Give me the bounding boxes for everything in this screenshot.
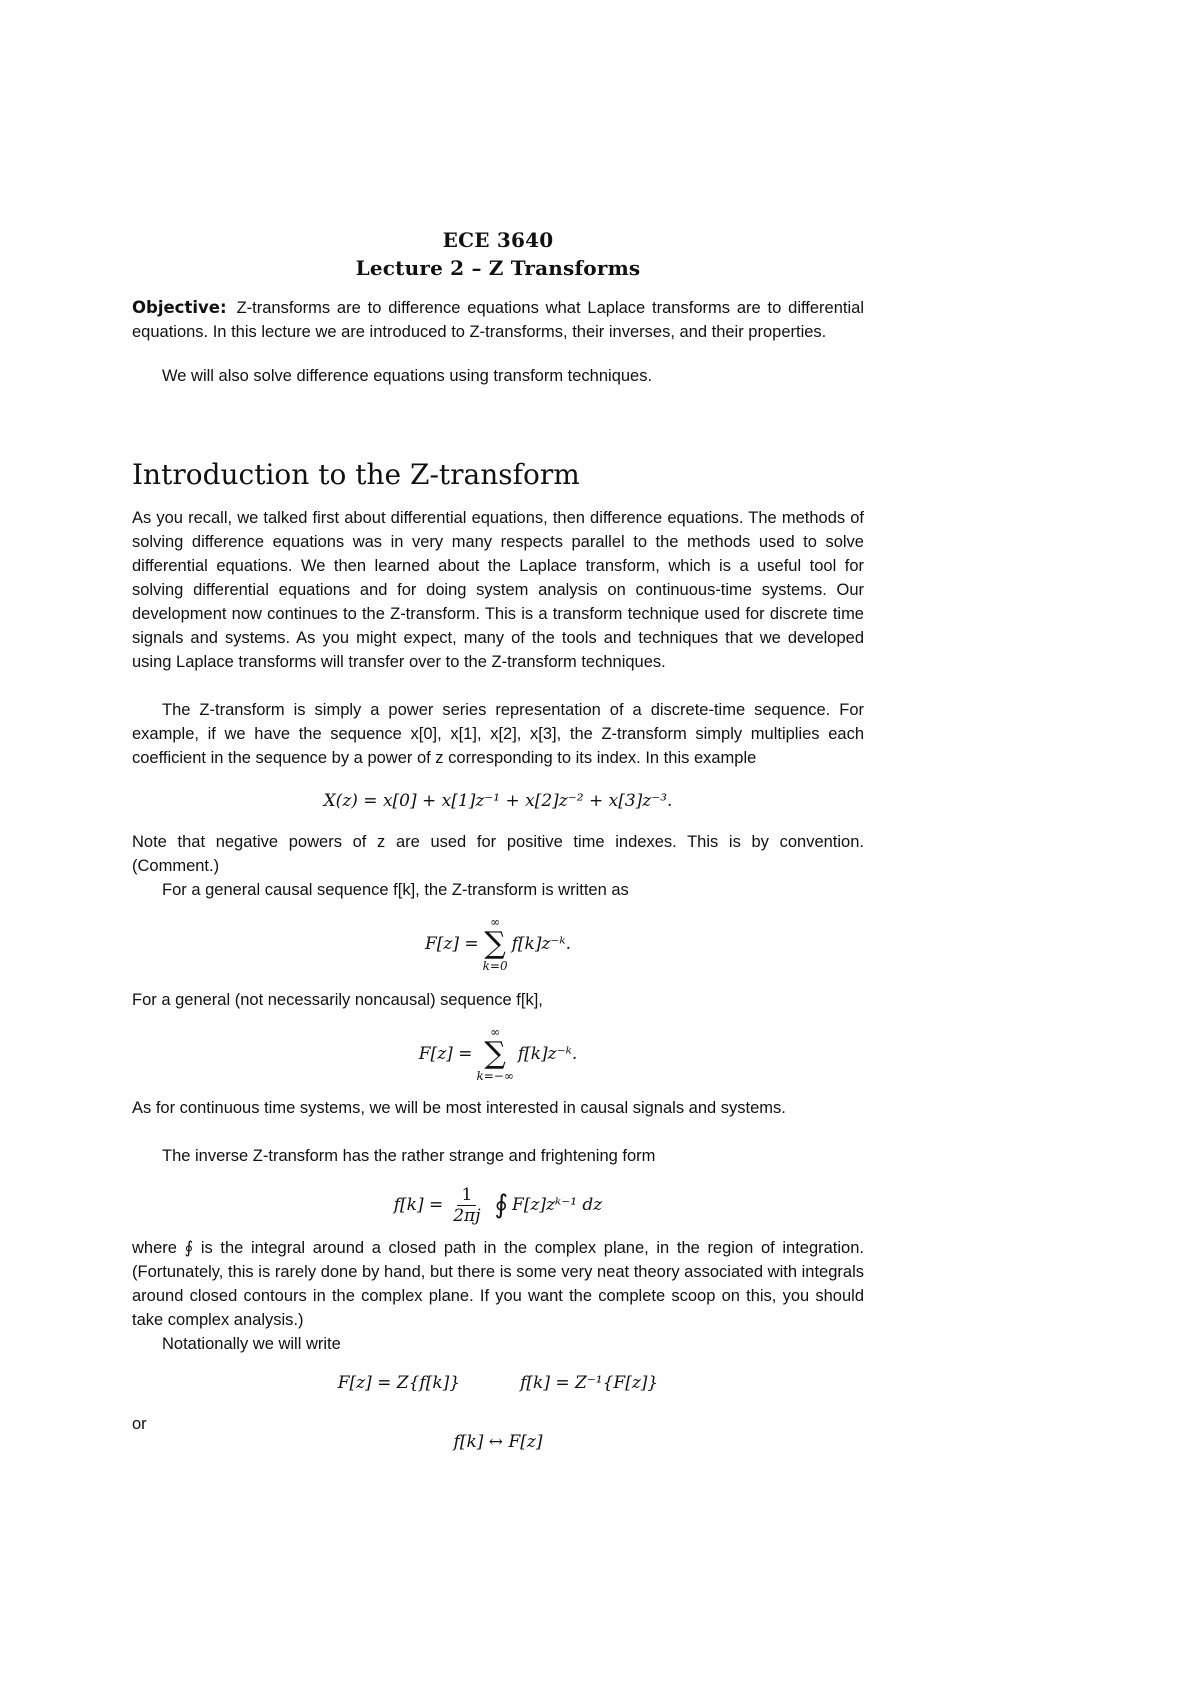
sum-upper-limit: ∞ <box>490 1025 501 1039</box>
objective-paragraph-2: We will also solve difference equations using transform techniques. <box>162 367 653 385</box>
objective-paragraph <box>132 296 864 344</box>
summation-symbol <box>476 1025 513 1083</box>
eq4-rhs: F[z]zᵏ⁻¹ dz <box>512 1195 603 1215</box>
sigma-glyph: ∑ <box>484 926 506 961</box>
intro-paragraph-1: As you recall, we talked first about differential equations, then difference equations. The methods of solving difference equations was in very many respects parallel to the methods used to solve differential equations. We then learned about the Laplace transform, which is a useful tool for solving differential equations and for doing system analysis on continuous-time systems. Our development now continues to the Z-transform. This is a transform technique used for discrete time signals and systems. As you might expect, many of the tools and techniques that we developed using Laplace transforms will transfer over to the Z-transform techniques. <box>132 509 864 671</box>
intro-paragraph-10: or <box>132 1415 147 1433</box>
equation-transform-pair: f[k] ↔ F[z] <box>453 1432 543 1452</box>
contour-integral-symbol: ∮ <box>494 1190 509 1220</box>
sum-lower-limit: k=−∞ <box>476 1069 514 1083</box>
eq2-lhs: F[z] = <box>424 934 479 954</box>
fraction-denominator: 2πj <box>453 1205 481 1226</box>
intro-paragraph-8: where ∮ is the integral around a closed path in the complex plane, in the region of integration. (Fortunately, this is rarely done by hand, but there is some very neat theory associated with integrals around closed contours in the complex plane. If you want the complete scoop on this, you should take complex analysis.) <box>132 1239 864 1329</box>
intro-paragraph-4: For a general causal sequence f[k], the Z-transform is written as <box>162 881 629 899</box>
objective-text: Z-transforms are to difference equations what Laplace transforms are to differential equations. In this lecture we are introduced to Z-transforms, their inverses, and their properties. <box>132 299 864 341</box>
intro-paragraph-6: As for continuous time systems, we will be most interested in causal signals and systems. <box>132 1099 786 1117</box>
sum-lower-limit: k=0 <box>482 959 508 973</box>
intro-paragraph-2: The Z-transform is simply a power series representation of a discrete-time sequence. For example, if we have the sequence x[0], x[1], x[2], x[3], the Z-transform simply multiplies each coefficient in the sequence by a power of z corresponding to its index. In this example <box>132 701 864 767</box>
objective-label: Objective: <box>132 298 227 317</box>
intro-paragraph-7: The inverse Z-transform has the rather strange and frightening form <box>162 1147 656 1165</box>
equation-noncausal-z-transform <box>132 1018 864 1090</box>
equation-inverse-z-transform <box>132 1176 864 1234</box>
fraction-numerator: 1 <box>457 1185 476 1206</box>
lecture-title: Lecture 2 – Z Transforms <box>355 256 641 280</box>
equation-causal-z-transform <box>132 908 864 980</box>
eq3-rhs: f[k]z⁻ᵏ. <box>517 1044 578 1064</box>
equation-z-transform-example: X(z) = x[0] + x[1]z⁻¹ + x[2]z⁻² + x[3]z⁻³. <box>323 791 673 811</box>
fraction <box>449 1185 484 1226</box>
eq4-lhs: f[k] = <box>393 1195 444 1215</box>
course-title: ECE 3640 <box>442 228 554 252</box>
intro-paragraph-5: For a general (not necessarily noncausal) sequence f[k], <box>132 991 543 1009</box>
sum-upper-limit: ∞ <box>490 915 501 929</box>
eq5-forward: F[z] = Z{f[k]} <box>337 1373 461 1393</box>
eq3-lhs: F[z] = <box>418 1044 473 1064</box>
sigma-glyph: ∑ <box>484 1036 506 1071</box>
summation-symbol <box>483 915 508 973</box>
section-heading: Introduction to the Z-transform <box>132 458 580 491</box>
intro-paragraph-9: Notationally we will write <box>162 1335 341 1353</box>
eq2-rhs: f[k]z⁻ᵏ. <box>511 934 572 954</box>
eq5-inverse: f[k] = Z⁻¹{F[z]} <box>520 1373 659 1393</box>
intro-paragraph-3: Note that negative powers of z are used for positive time indexes. This is by convention. (Comment.) <box>132 833 864 875</box>
equation-notation <box>132 1368 864 1398</box>
